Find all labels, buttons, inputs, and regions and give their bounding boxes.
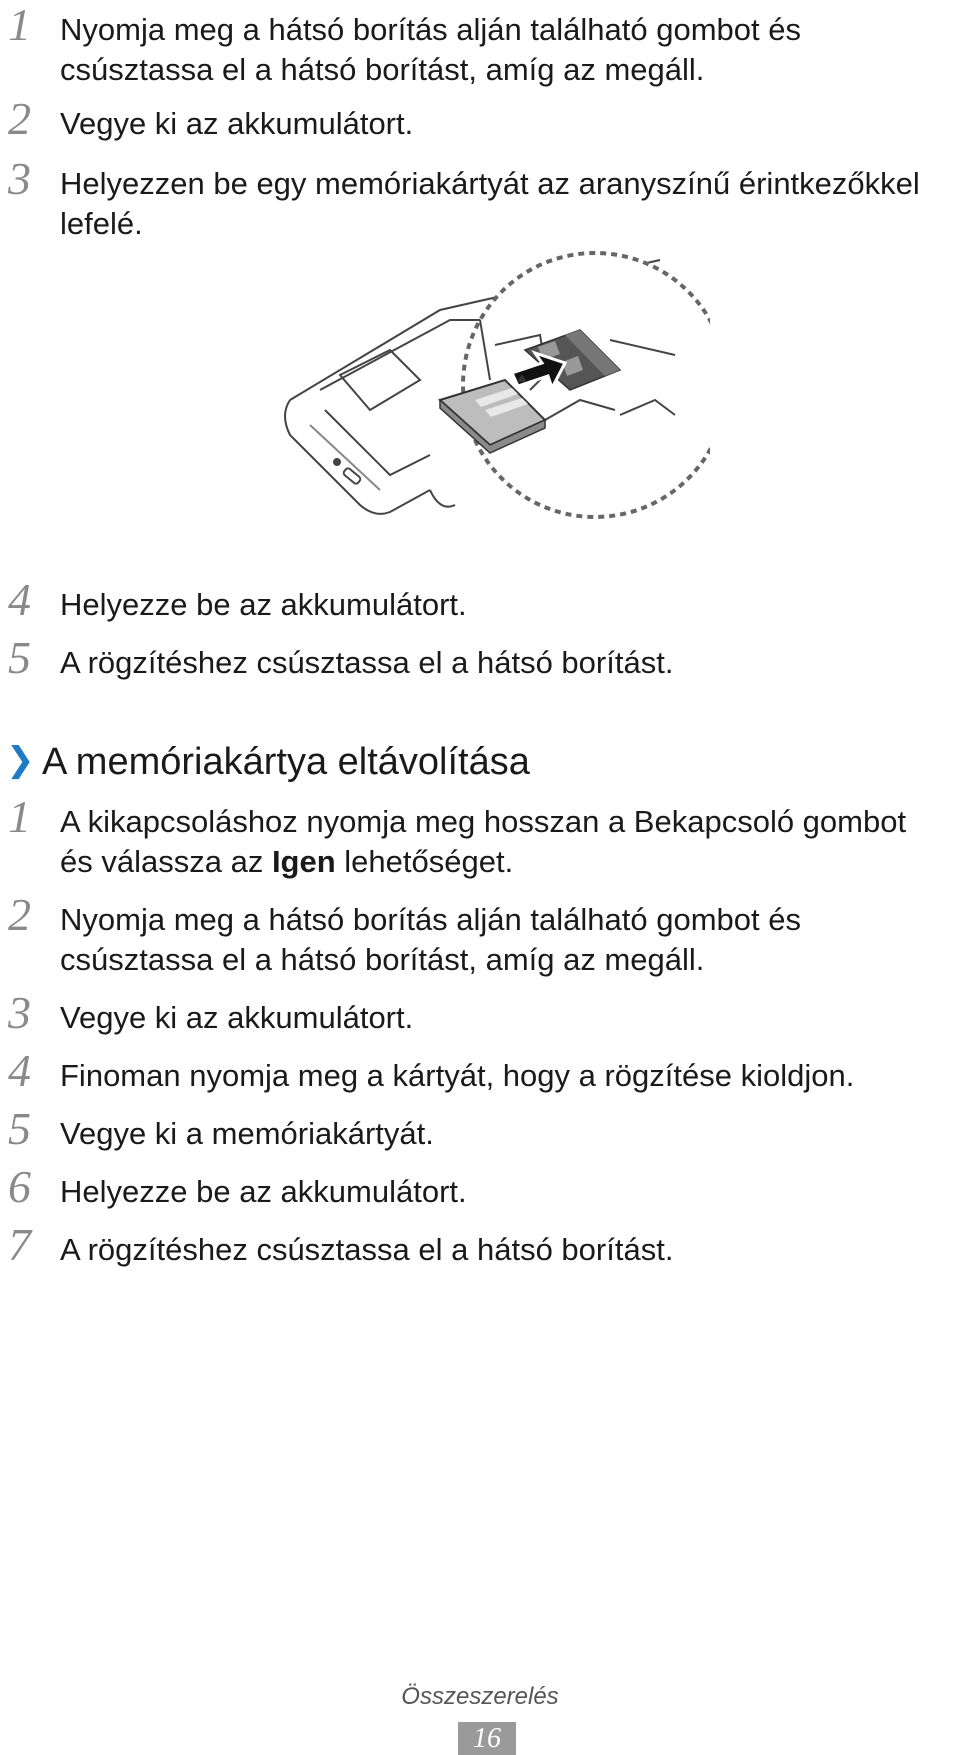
step-text [60, 1172, 950, 1212]
step-number: 4 [8, 574, 31, 625]
step-number: 7 [8, 1219, 31, 1270]
step-line: Helyezze be az akkumulátort. [60, 1174, 467, 1209]
step-line: A rögzítéshez csúsztassa el a hátsó borítást. [60, 1232, 674, 1267]
step-number: 4 [8, 1045, 31, 1096]
section-heading [0, 738, 960, 788]
step-text [60, 1056, 950, 1096]
step-number: 2 [8, 889, 31, 940]
footer-section-title: Összeszerelés [401, 1683, 559, 1710]
step-number: 2 [8, 93, 31, 144]
step-number: 5 [8, 1103, 31, 1154]
step-line: lefelé. [60, 206, 143, 241]
step-line: Vegye ki a memóriakártyát. [60, 1116, 434, 1151]
step-line: Nyomja meg a hátsó borítás alján található gombot és [60, 902, 801, 937]
memory-card-insertion-illustration [280, 250, 710, 550]
step-text [60, 1230, 950, 1270]
step-line: A kikapcsoláshoz nyomja meg hosszan a Bekapcsoló gombot [60, 804, 907, 839]
step-number: 1 [8, 791, 31, 842]
bold-option-igen: Igen [271, 844, 336, 879]
step-line: A rögzítéshez csúsztassa el a hátsó borítást. [60, 645, 674, 680]
section-title: A memóriakártya eltávolítása [42, 741, 530, 783]
step-line: csúsztassa el a hátsó borítást, amíg az megáll. [60, 52, 705, 87]
step-line-text: és válassza az [60, 844, 272, 879]
step-line: Finoman nyomja meg a kártyát, hogy a rögzítése kioldjon. [60, 1058, 855, 1093]
step-line: Vegye ki az akkumulátort. [60, 106, 414, 141]
step-line-text: lehetőséget. [335, 844, 514, 879]
step-line: Helyezze be az akkumulátort. [60, 587, 467, 622]
step-line: Vegye ki az akkumulátort. [60, 1000, 414, 1035]
step-number: 1 [8, 0, 31, 50]
step-text [60, 643, 950, 683]
page-number: 16 [458, 1722, 516, 1755]
step-text [60, 802, 950, 882]
chevron-right-icon: ❯ [6, 741, 35, 779]
step-number: 3 [8, 153, 31, 204]
step-text [60, 998, 950, 1038]
step-line: csúsztassa el a hátsó borítást, amíg az megáll. [60, 942, 705, 977]
step-line: Helyezzen be egy memóriakártyát az aranyszínű érintkezőkkel [60, 166, 920, 201]
step-text [60, 1114, 950, 1154]
step-line: Nyomja meg a hátsó borítás alján található gombot és [60, 12, 801, 47]
step-line [60, 842, 950, 882]
step-text [60, 164, 950, 244]
step-text [60, 900, 950, 980]
step-text [60, 10, 950, 90]
step-number: 5 [8, 632, 31, 683]
step-text [60, 585, 950, 625]
step-number: 6 [8, 1161, 31, 1212]
step-text [60, 104, 950, 144]
step-number: 3 [8, 987, 31, 1038]
